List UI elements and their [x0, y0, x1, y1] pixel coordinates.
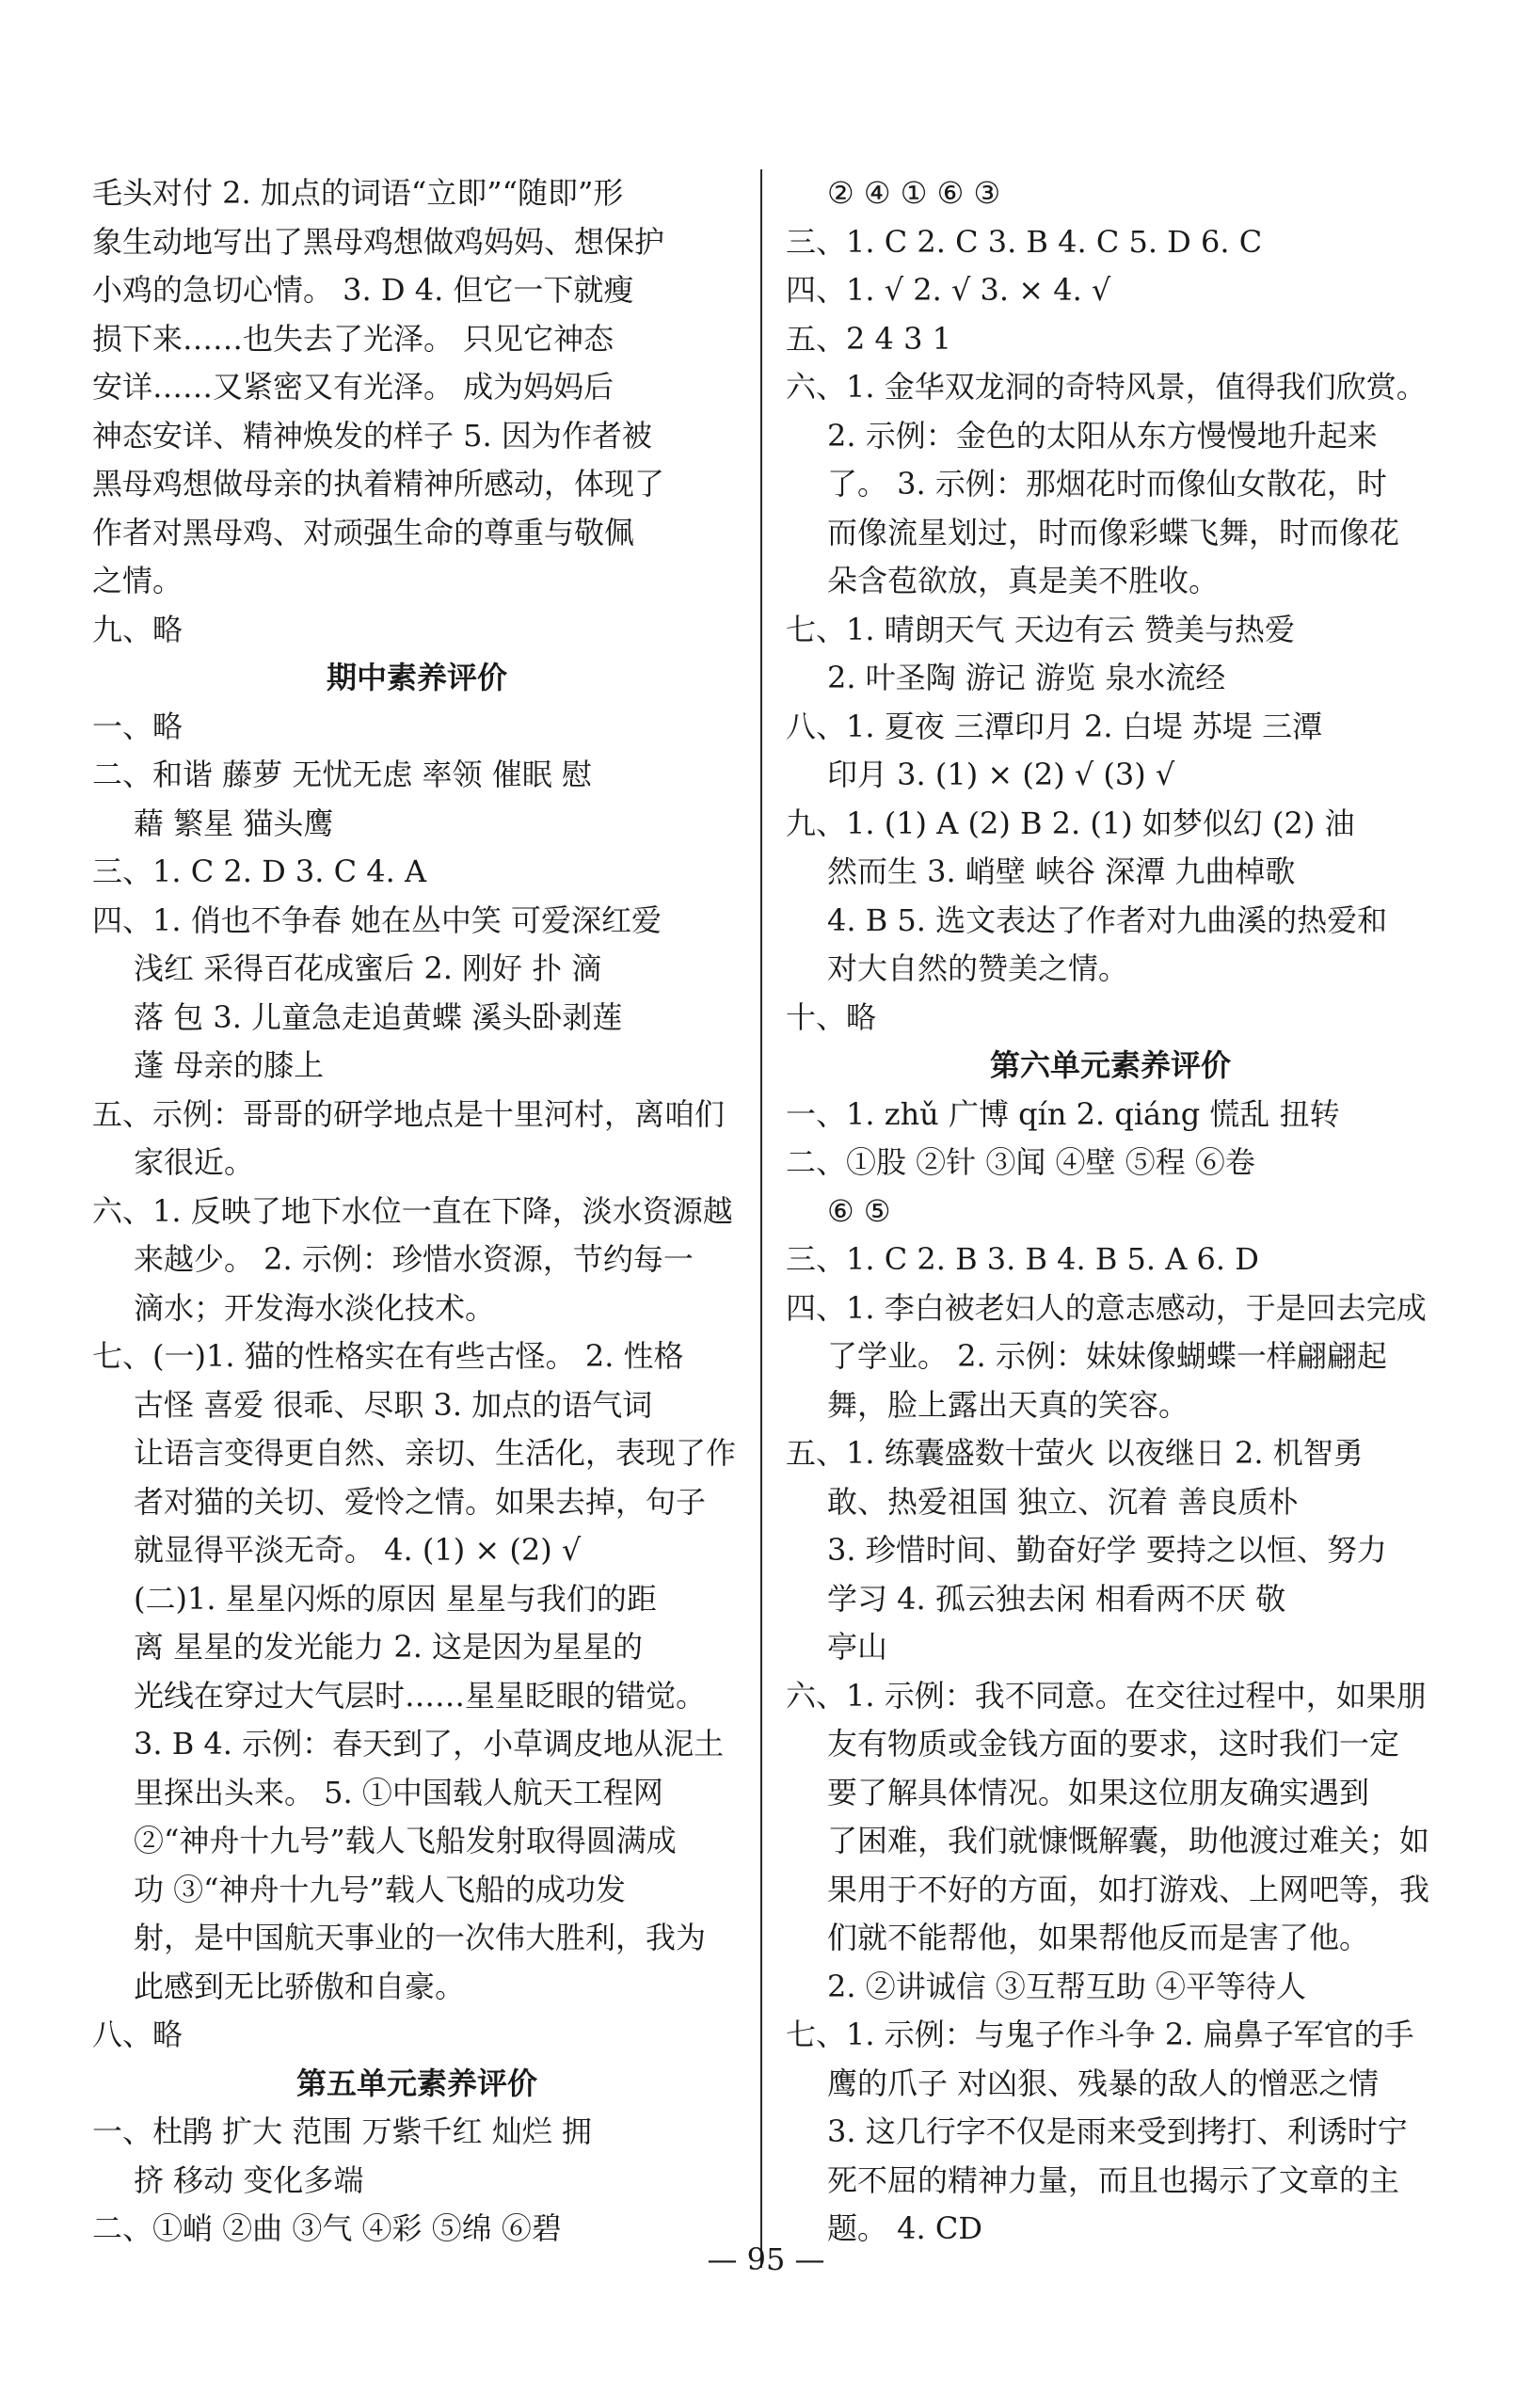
- answer-line: 离 星星的发光能力 2. 这是因为星星的: [134, 1629, 644, 1665]
- answer-line: ②“神舟十九号”载人飞船发射取得圆满成: [134, 1823, 677, 1858]
- right-column: [786, 169, 1435, 2254]
- answer-line: 朵含苞欲放，真是美不胜收。: [827, 563, 1220, 598]
- answer-line: 二、和谐 藤萝 无忧无虑 率领 催眠 慰: [92, 757, 592, 792]
- answer-line: 果用于不好的方面，如打游戏、上网吧等，我: [827, 1871, 1430, 1907]
- answer-line: ② ④ ① ⑥ ③: [827, 175, 1001, 211]
- answer-line: 一、杜鹃 扩大 范围 万紫千红 灿烂 拥: [92, 2113, 592, 2149]
- answer-line: 4. B 5. 选文表达了作者对九曲溪的热爱和: [827, 901, 1388, 938]
- answer-line: 滴水；开发海水淡化技术。: [134, 1289, 496, 1326]
- answer-line: 五、示例：哥哥的研学地点是十里河村，离咱们: [92, 1095, 726, 1132]
- section-heading: 第五单元素养评价: [295, 2065, 537, 2101]
- answer-line: 此感到无比骄傲和自豪。: [134, 1968, 466, 2004]
- answer-line: 三、1. C 2. D 3. C 4. A: [92, 853, 427, 889]
- answer-line: 舞，脸上露出天真的笑容。: [827, 1386, 1189, 1423]
- answer-line: 浅红 采得百花成蜜后 2. 刚好 扑 滴: [134, 950, 602, 986]
- answer-line: 五、1. 练囊盛数十萤火 以夜继日 2. 机智勇: [786, 1435, 1364, 1471]
- answer-line: 光线在穿过大气层时……星星眨眼的错觉。: [134, 1677, 707, 1714]
- answer-line: 敢、热爱祖国 独立、沉着 善良质朴: [827, 1483, 1299, 1520]
- answer-line: 死不屈的精神力量，而且也揭示了文章的主: [827, 2161, 1400, 2198]
- answer-line: 了困难，我们就慷慨解囊，助他渡过难关；如: [827, 1823, 1430, 1858]
- answer-line: 亭山: [827, 1629, 888, 1665]
- answer-line: 鹰的爪子 对凶狠、残暴的敌人的憎恶之情: [827, 2065, 1380, 2101]
- answer-line: 古怪 喜爱 很乖、尽职 3. 加点的语气词: [134, 1386, 653, 1423]
- answer-line: 而像流星划过，时而像彩蝶飞舞，时而像花: [827, 514, 1400, 550]
- answer-line: 八、略: [92, 2017, 184, 2052]
- answer-line: 五、2 4 3 1: [786, 320, 951, 357]
- section-heading: 第六单元素养评价: [989, 1047, 1231, 1083]
- answer-line: 三、1. C 2. C 3. B 4. C 5. D 6. C: [786, 223, 1263, 260]
- answer-line: 然而生 3. 峭壁 峡谷 深潭 九曲棹歌: [827, 853, 1296, 889]
- answer-line: 六、1. 示例：我不同意。在交往过程中，如果朋: [786, 1677, 1427, 1714]
- answer-line: 们就不能帮他，如果帮他反而是害了他。: [827, 1920, 1370, 1955]
- answer-line: 3. 珍惜时间、勤奋好学 要持之以恒、努力: [827, 1532, 1387, 1568]
- answer-line: 七、(一)1. 猫的性格实在有些古怪。 2. 性格: [92, 1338, 684, 1374]
- answer-line: 来越少。 2. 示例：珍惜水资源，节约每一: [134, 1241, 694, 1277]
- answer-line: 之情。: [92, 563, 184, 598]
- answer-line: 安详……又紧密又有光泽。 成为妈妈后: [92, 369, 614, 405]
- answer-line: 二、①峭 ②曲 ③气 ④彩 ⑤绵 ⑥碧: [92, 2210, 562, 2246]
- answer-line: 射，是中国航天事业的一次伟大胜利，我为: [134, 1920, 707, 1955]
- answer-line: 八、1. 夏夜 三潭印月 2. 白堤 苏堤 三潭: [786, 708, 1323, 744]
- answer-line: 功 ③“神舟十九号”载人飞船的成功发: [134, 1871, 626, 1907]
- answer-line: 四、1. 李白被老妇人的意志感动，于是回去完成: [786, 1289, 1427, 1326]
- answer-line: 象生动地写出了黑母鸡想做鸡妈妈、想保护: [92, 223, 665, 260]
- answer-line: 毛头对付 2. 加点的词语“立即”“随即”形: [92, 175, 624, 211]
- answer-line: 挤 移动 变化多端: [134, 2161, 364, 2198]
- answer-line: 2. 叶圣陶 游记 游览 泉水流经: [827, 660, 1226, 695]
- answer-line: 四、1. √ 2. √ 3. × 4. √: [786, 272, 1111, 308]
- answer-line: 损下来……也失去了光泽。 只见它神态: [92, 320, 614, 357]
- answer-line: 要了解具体情况。如果这位朋友确实遇到: [827, 1774, 1370, 1810]
- answer-line: 十、略: [786, 998, 877, 1035]
- answer-line: 六、1. 反映了地下水位一直在下降，淡水资源越: [92, 1192, 733, 1229]
- answer-line: 2. 示例：金色的太阳从东方慢慢地升起来: [827, 417, 1378, 454]
- answer-line: (二)1. 星星闪烁的原因 星星与我们的距: [134, 1580, 657, 1617]
- answer-line: 3. B 4. 示例：春天到了，小草调皮地从泥土: [134, 1726, 725, 1762]
- answer-line: 七、1. 示例：与鬼子作斗争 2. 扁鼻子军官的手: [786, 2017, 1414, 2052]
- answer-line: 九、1. (1) A (2) B 2. (1) 如梦似幻 (2) 油: [786, 805, 1355, 841]
- page-number: — 95 —: [707, 2241, 825, 2277]
- left-column: [92, 169, 742, 2254]
- answer-line: 对大自然的赞美之情。: [827, 950, 1129, 986]
- answer-line: 藉 繁星 猫头鹰: [134, 805, 334, 841]
- answer-line: 3. 这几行字不仅是雨来受到拷打、利诱时宁: [827, 2113, 1408, 2149]
- answer-line: 小鸡的急切心情。 3. D 4. 但它一下就瘦: [92, 272, 634, 308]
- answer-line: 三、1. C 2. B 3. B 4. B 5. A 6. D: [786, 1241, 1259, 1277]
- answer-line: 让语言变得更自然、亲切、生活化，表现了作: [134, 1435, 737, 1471]
- answer-line: 四、1. 俏也不争春 她在丛中笑 可爱深红爱: [92, 901, 662, 938]
- answer-line: 一、略: [92, 708, 184, 744]
- answer-line: 蓬 母亲的膝上: [134, 1047, 325, 1083]
- answer-line: 里探出头来。 5. ①中国载人航天工程网: [134, 1774, 663, 1810]
- answer-line: 家很近。: [134, 1144, 255, 1180]
- answer-line: 黑母鸡想做母亲的执着精神所感动，体现了: [92, 466, 665, 502]
- answer-line: 题。 4. CD: [827, 2210, 983, 2246]
- answer-line: ⑥ ⑤: [827, 1192, 891, 1229]
- answer-line: 神态安详、精神焕发的样子 5. 因为作者被: [92, 417, 652, 454]
- answer-line: 落 包 3. 儿童急走追黄蝶 溪头卧剥莲: [134, 998, 623, 1035]
- answer-line: 了。 3. 示例：那烟花时而像仙女散花，时: [827, 466, 1387, 502]
- answer-line: 二、①股 ②针 ③闻 ④壁 ⑤程 ⑥卷: [786, 1144, 1255, 1180]
- answer-line: 印月 3. (1) × (2) √ (3) √: [827, 757, 1175, 792]
- section-heading: 期中素养评价: [326, 660, 507, 695]
- answer-line: 九、略: [92, 611, 184, 647]
- answer-line: 六、1. 金华双龙洞的奇特风景，值得我们欣赏。: [786, 369, 1427, 405]
- column-divider: [760, 169, 762, 2268]
- answer-line: 学习 4. 孤云独去闲 相看两不厌 敬: [827, 1580, 1286, 1617]
- answer-line: 一、1. zhǔ 广博 qín 2. qiáng 慌乱 扭转: [786, 1095, 1340, 1132]
- answer-line: 者对猫的关切、爱怜之情。如果去掉，句子: [134, 1483, 707, 1520]
- answer-line: 了学业。 2. 示例：妹妹像蝴蝶一样翩翩起: [827, 1338, 1387, 1374]
- answer-line: 2. ②讲诚信 ③互帮互助 ④平等待人: [827, 1968, 1307, 2004]
- answer-line: 七、1. 晴朗天气 天边有云 赞美与热爱: [786, 611, 1296, 647]
- answer-line: 作者对黑母鸡、对顽强生命的尊重与敬佩: [92, 514, 635, 550]
- answer-line: 就显得平淡无奇。 4. (1) × (2) √: [134, 1532, 582, 1568]
- answer-line: 友有物质或金钱方面的要求，这时我们一定: [827, 1726, 1400, 1762]
